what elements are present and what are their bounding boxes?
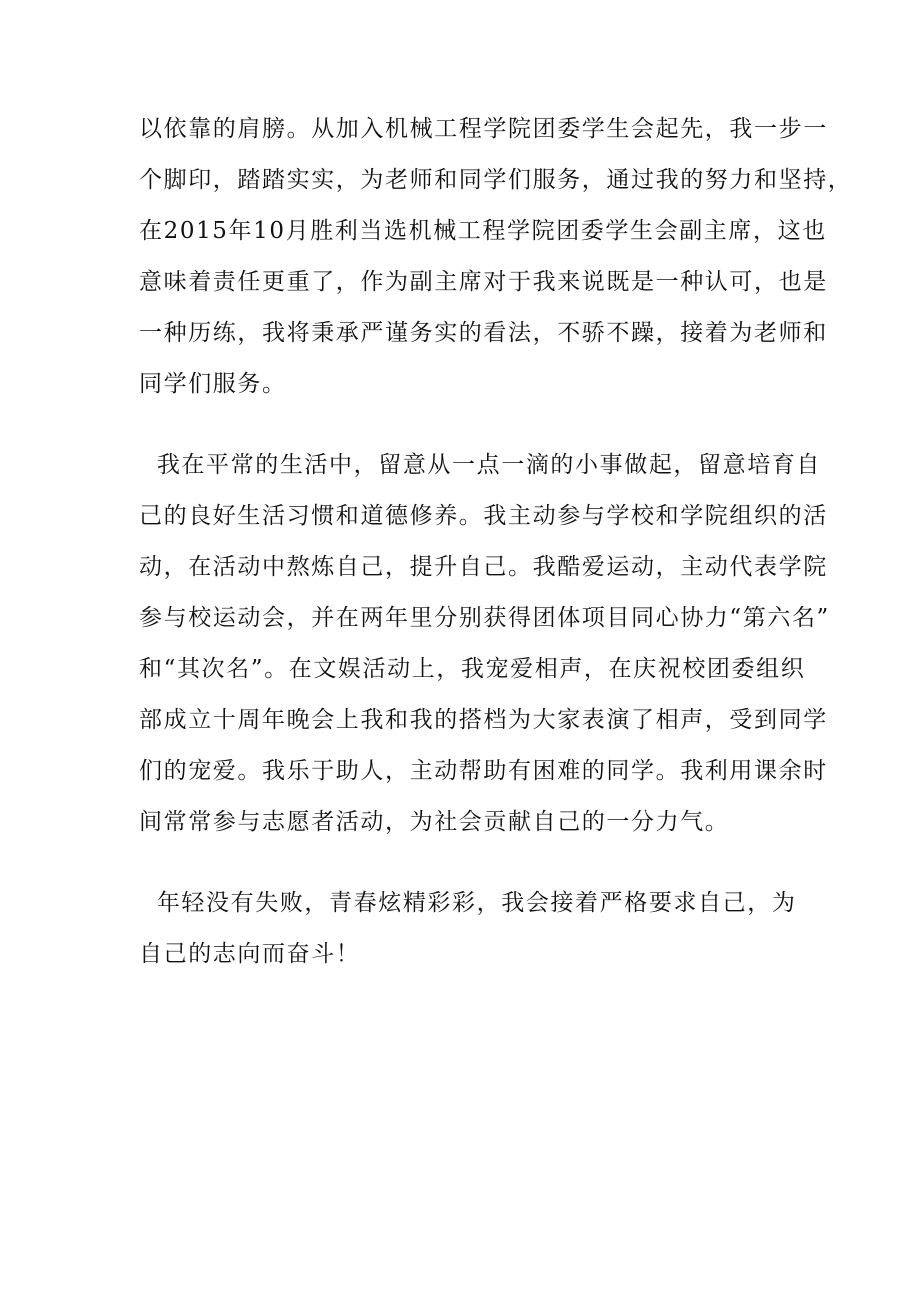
paragraph-3-line-1: 年轻没有失败，青春炫精彩彩，我会接着严格要求自己，为 (139, 890, 797, 916)
paragraph-2-line-4: 参与校运动会，并在两年里分别获得团体项目同心协力“第六名” (139, 605, 830, 631)
paragraph-2-line-7: 们的宠爱。我乐于助人，主动帮助有困难的同学。我利用课余时 (139, 758, 828, 784)
paragraph-2-line-5: 和“其次名”。在文娱活动上，我宠爱相声，在庆祝校团委组织 (139, 656, 806, 682)
paragraph-1-line-1: 以依靠的肩膀。从加入机械工程学院团委学生会起先，我一步一 (139, 116, 828, 142)
paragraph-1-line-5: 一种历练，我将秉承严谨务实的看法，不骄不躁，接着为老师和 (139, 320, 828, 346)
paragraph-1-line-4: 意味着责任更重了，作为副主席对于我来说既是一种认可，也是 (139, 269, 828, 295)
paragraph-2-line-6: 部成立十周年晚会上我和我的搭档为大家表演了相声，受到同学 (139, 707, 828, 733)
paragraph-2-line-3: 动，在活动中熬炼自己，提升自己。我酷爱运动，主动代表学院 (139, 554, 828, 580)
paragraph-2-line-2: 己的良好生活习惯和道德修养。我主动参与学校和学院组织的活 (139, 503, 828, 529)
paragraph-2-line-1: 我在平常的生活中，留意从一点一滴的小事做起，留意培育自 (139, 452, 822, 478)
paragraph-3-line-2: 自己的志向而奋斗！ (139, 941, 361, 967)
paragraph-1-line-3: 在2015年10月胜利当选机械工程学院团委学生会副主席，这也 (139, 218, 827, 244)
paragraph-2-line-8: 间常常参与志愿者活动，为社会贡献自己的一分力气。 (139, 809, 730, 835)
paragraph-1-line-2: 个脚印，踏踏实实，为老师和同学们服务，通过我的努力和坚持， (139, 167, 853, 193)
paragraph-1-line-6: 同学们服务。 (139, 371, 287, 397)
